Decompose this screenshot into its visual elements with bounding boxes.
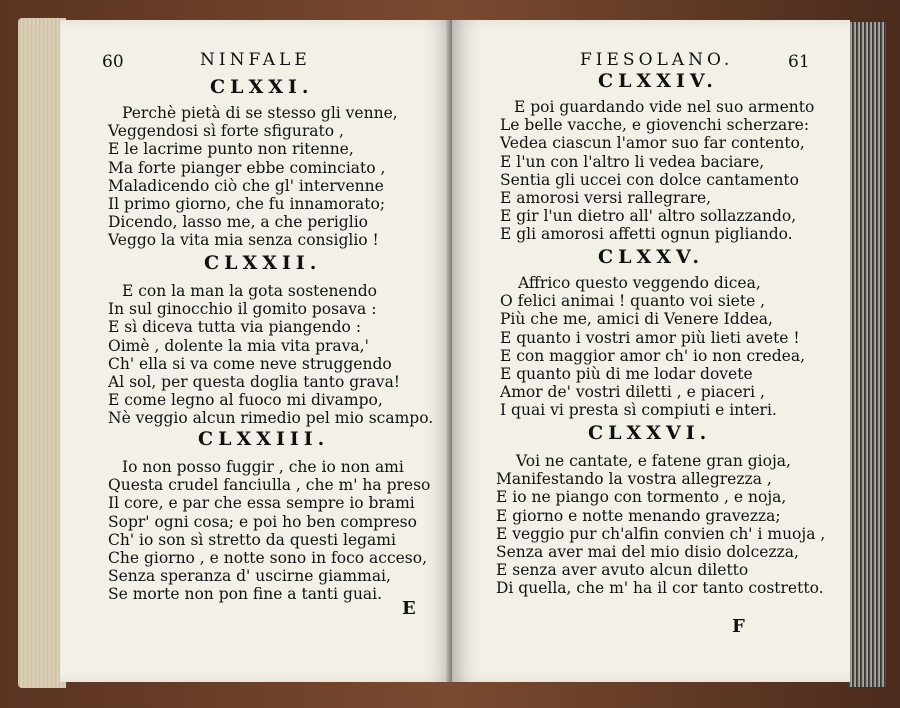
left-page (60, 20, 452, 682)
verse-line: Questa crudel fanciulla , che m' ha preso (108, 476, 431, 495)
verse-line: Senza aver mai del mio disio dolcezza, (496, 543, 799, 562)
verse-line: E senza aver avuto alcun diletto (496, 561, 749, 580)
verse-line: Maladicendo ciò che gl' intervenne (108, 176, 384, 195)
stanza-number: CLXXI. (210, 76, 314, 98)
verse-line: E quanto i vostri amor più lieti avete ! (500, 328, 800, 347)
verse-line: I quai vi presta sì compiuti e interi. (500, 401, 777, 420)
verse-line: Sopr' ogni cosa; e poi ho ben compreso (108, 512, 417, 531)
running-head: FIESOLANO. (580, 50, 734, 70)
verse-line: E veggio pur ch'alfin convien ch' i muoja , (496, 524, 826, 543)
verse-line: E le lacrime punto non ritenne, (108, 140, 354, 159)
verse-line: Perchè pietà di se stesso gli venne, (122, 104, 398, 122)
running-head: NINFALE (200, 50, 311, 70)
verse-line: Che giorno , e notte sono in foco acceso, (108, 549, 428, 568)
verse-line: E giorno e notte menando gravezza; (496, 506, 781, 525)
verse-line: Io non posso fuggir , che io non ami (122, 458, 404, 476)
signature-mark: E (402, 598, 416, 619)
verse-line: E sì diceva tutta via piangendo : (108, 318, 362, 337)
right-page (452, 20, 850, 682)
stanza-text (500, 98, 814, 244)
verse-line: E con maggior amor ch' io non credea, (500, 346, 805, 365)
stanza-number: CLXXVI. (588, 422, 712, 444)
verse-line: Sentia gli uccei con dolce cantamento (500, 170, 799, 189)
verse-line: Veggo la vita mia senza consiglio ! (108, 231, 379, 250)
verse-line: Vedea ciascun l'amor suo far contento, (500, 134, 805, 153)
verse-line: Di quella, che m' ha il cor tanto costretto. (496, 579, 824, 598)
stanza-number: CLXXII. (204, 252, 322, 274)
verse-line: Veggendosi sì forte sfigurato , (108, 122, 344, 141)
verse-line: E l'un con l'altro li vedea baciare, (500, 152, 765, 171)
verse-line: Manifestando la vostra allegrezza , (496, 470, 772, 489)
verse-line: Il primo giorno, che fu innamorato; (108, 195, 386, 214)
verse-line: E amorosi versi rallegrare, (500, 189, 712, 208)
verse-line: Ma forte pianger ebbe cominciato , (108, 158, 386, 177)
verse-line: Al sol, per questa doglia tanto grava! (108, 373, 401, 392)
verse-line: Affrico questo veggendo dicea, (518, 274, 761, 292)
verse-line: Ch' ella si va come neve struggendo (108, 354, 392, 373)
verse-line: O felici animai ! quanto voi siete , (500, 292, 766, 311)
verse-line: Se morte non pon fine a tanti guai. (108, 585, 383, 604)
verse-line: E io ne piango con tormento , e noja, (496, 488, 787, 507)
stanza-number: CLXXIII. (198, 428, 330, 450)
verse-line: E gir l'un dietro all' altro sollazzando, (500, 207, 797, 226)
verse-line: Ch' io son sì stretto da questi legami (108, 530, 396, 549)
verse-line: Più che me, amici di Venere Iddea, (500, 310, 773, 329)
verse-line: E poi guardando vide nel suo armento (514, 98, 815, 116)
stanza-text (108, 104, 398, 250)
verse-line: Dicendo, lasso me, a che periglio (108, 213, 368, 232)
page-edges-left (18, 18, 66, 688)
page-number: 60 (102, 52, 124, 72)
stanza-text (500, 274, 805, 420)
stanza-number: CLXXIV. (598, 70, 718, 92)
stanza-text (496, 452, 825, 598)
verse-line: E gli amorosi affetti ognun pigliando. (500, 225, 793, 244)
verse-line: E con la man la gota sostenendo (122, 282, 377, 300)
signature-mark: F (732, 616, 745, 637)
stanza-text (108, 282, 433, 428)
stanza-text (108, 458, 430, 604)
verse-line: E quanto più di me lodar dovete (500, 365, 753, 384)
verse-line: Oimè , dolente la mia vita prava,' (108, 336, 369, 355)
verse-line: Le belle vacche, e giovenchi scherzare: (500, 116, 810, 135)
verse-line: Senza speranza d' uscirne giammai, (108, 567, 391, 586)
verse-line: In sul ginocchio il gomito posava : (108, 300, 377, 319)
stanza-number: CLXXV. (598, 246, 704, 268)
verse-line: Amor de' vostri diletti , e piaceri , (500, 383, 765, 402)
page-number: 61 (788, 52, 810, 72)
verse-line: Nè veggio alcun rimedio pel mio scampo. (108, 409, 434, 428)
page-edges-right (848, 22, 886, 687)
verse-line: Voi ne cantate, e fatene gran gioja, (516, 452, 791, 470)
verse-line: Il core, e par che essa sempre io brami (108, 494, 415, 513)
verse-line: E come legno al fuoco mi divampo, (108, 391, 383, 410)
